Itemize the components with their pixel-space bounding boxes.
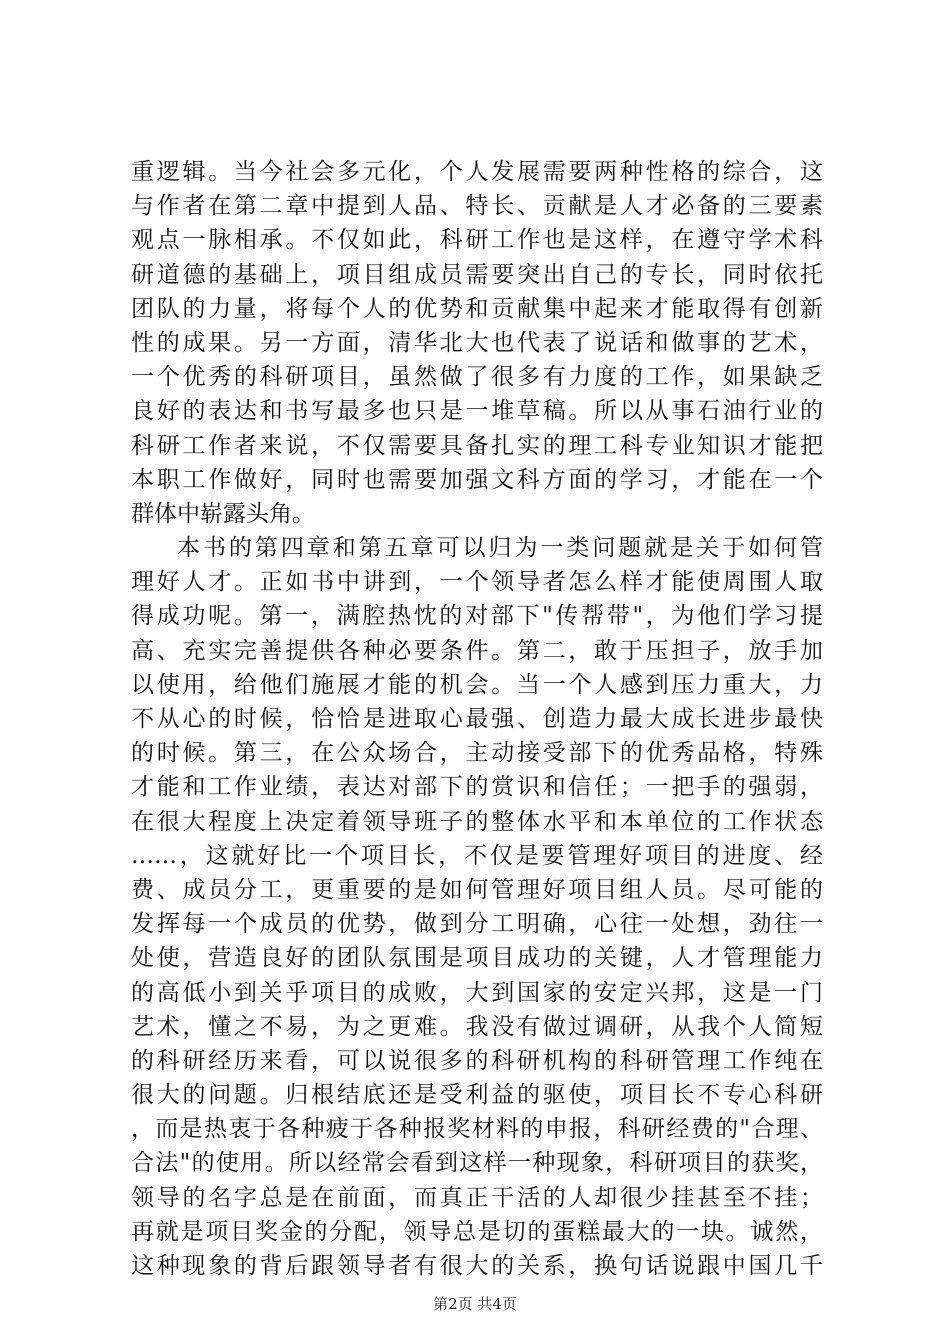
text-line: 合法"的使用。所以经常会看到这样一种现象，科研项目的获奖， — [131, 1150, 823, 1177]
text-line: 本书的第四章和第五章可以归为一类问题就是关于如何管 — [177, 535, 823, 562]
text-line: 的高低小到关乎项目的成败，大到国家的安定兴邦，这是一门 — [131, 979, 823, 1006]
text-line: 的科研经历来看，可以说很多的科研机构的科研管理工作纯在 — [131, 1047, 823, 1074]
paragraph-2 — [131, 531, 823, 1283]
text-line: 高、充实完善提供各种必要条件。第二，敢于压担子，放手加 — [131, 637, 823, 664]
text-line: 良好的表达和书写最多也只是一堆草稿。所以从事石油行业的 — [131, 398, 823, 425]
text-line: 性的成果。另一方面，清华北大也代表了说话和做事的艺术， — [131, 329, 823, 356]
text-line: 再就是项目奖金的分配，领导总是切的蛋糕最大的一块。诚然， — [131, 1218, 823, 1245]
page-footer: 第2页 共4页 — [433, 1295, 517, 1313]
paragraph-1 — [131, 155, 823, 531]
text-line: 才能和工作业绩，表达对部下的赏识和信任；一把手的强弱， — [131, 774, 823, 801]
text-line: 观点一脉相承。不仅如此，科研工作也是这样，在遵守学术科 — [131, 227, 823, 254]
text-line: 艺术，懂之不易，为之更难。我没有做过调研，从我个人简短 — [131, 1013, 823, 1040]
text-line: 以使用，给他们施展才能的机会。当一个人感到压力重大，力 — [131, 671, 823, 698]
text-line: 不从心的时候，恰恰是进取心最强、创造力最大成长进步最快 — [131, 706, 823, 732]
text-line: 领导的名字总是在前面，而真正干活的人却很少挂甚至不挂； — [131, 1184, 823, 1211]
text-line: 得成功呢。第一，满腔热忱的对部下"传帮带"，为他们学习提 — [131, 603, 823, 630]
text-line: 群体中崭露头角。 — [131, 500, 315, 527]
text-line: 一个优秀的科研项目，虽然做了很多有力度的工作，如果缺乏 — [131, 364, 823, 391]
text-line: ……，这就好比一个项目长，不仅是要管理好项目的进度、经 — [131, 842, 823, 869]
text-line: 费、成员分工，更重要的是如何管理好项目组人员。尽可能的 — [131, 876, 823, 903]
text-line: 重逻辑。当今社会多元化，个人发展需要两种性格的综合，这 — [131, 159, 823, 185]
text-line: 处使，营造良好的团队氛围是项目成功的关键，人才管理能力 — [131, 945, 823, 972]
text-line: 理好人才。正如书中讲到，一个领导者怎么样才能使周围人取 — [131, 569, 823, 596]
text-line: 与作者在第二章中提到人品、特长、贡献是人才必备的三要素 — [131, 193, 823, 220]
text-line: 发挥每一个成员的优势，做到分工明确，心往一处想，劲往一 — [131, 911, 823, 938]
text-line: 在很大程度上决定着领导班子的整体水平和本单位的工作状态 — [131, 808, 823, 835]
text-line: 很大的问题。归根结底还是受利益的驱使，项目长不专心科研 — [131, 1082, 823, 1109]
text-line: 的时候。第三，在公众场合，主动接受部下的优秀品格，特殊 — [131, 740, 823, 767]
text-line: 研道德的基础上，项目组成员需要突出自己的专长，同时依托 — [131, 261, 823, 288]
text-line: 团队的力量，将每个人的优势和贡献集中起来才能取得有创新 — [131, 295, 823, 322]
text-line: 科研工作者来说，不仅需要具备扎实的理工科专业知识才能把 — [131, 432, 823, 459]
text-line: 本职工作做好，同时也需要加强文科方面的学习，才能在一个 — [131, 466, 823, 493]
body-text — [131, 155, 823, 1283]
text-line: ，而是热衷于各种疲于各种报奖材料的申报，科研经费的"合理、 — [131, 1116, 823, 1143]
text-line: 这种现象的背后跟领导者有很大的关系，换句话说跟中国几千 — [131, 1253, 823, 1279]
